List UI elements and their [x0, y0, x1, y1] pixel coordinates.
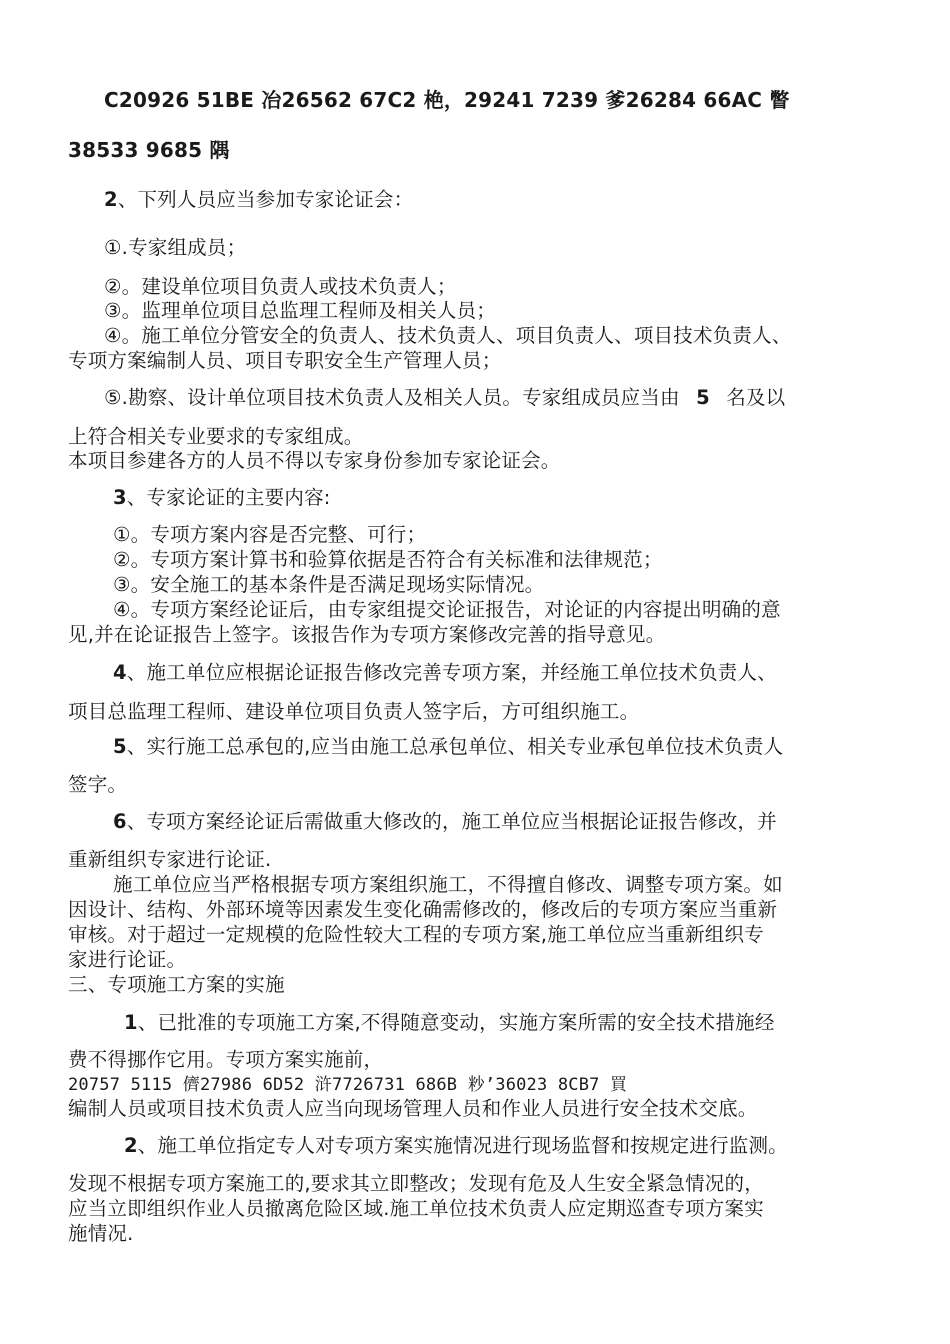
item-number: 1	[124, 1011, 138, 1034]
paragraph-line: 重新组织专家进行论证.	[68, 848, 272, 871]
paragraph-text: 、施工单位指定专人对专项方案实施情况进行现场监督和按规定进行监测。	[137, 1134, 788, 1157]
list-item: ④。专项方案经论证后，由专家组提交论证报告，对论证的内容提出明确的意	[113, 598, 781, 621]
code-line-2: 38533 9685 隅	[68, 138, 230, 162]
section-3-heading	[113, 486, 331, 510]
section-number: 2	[104, 188, 118, 211]
paragraph-line: 发现不根据专项方案施工的,要求其立即整改；发现有危及人生安全紧急情况的，	[68, 1172, 764, 1195]
list-item: ③。监理单位项目总监理工程师及相关人员；	[104, 299, 496, 322]
section-title: 、下列人员应当参加专家论证会：	[117, 188, 414, 211]
paragraph-line: 家进行论证。	[68, 948, 187, 971]
paragraph-line: 应当立即组织作业人员撤离危险区域.施工单位技术负责人应定期巡查专项方案实	[68, 1197, 764, 1220]
paragraph-line: 专项方案编制人员、项目专职安全生产管理人员；	[68, 349, 502, 372]
paragraph-text: 、专项方案经论证后需做重大修改的，施工单位应当根据论证报告修改，并	[126, 810, 777, 833]
paragraph-line: 签字。	[68, 773, 128, 796]
paragraph-line: 见,并在论证报告上签字。该报告作为专项方案修改完善的指导意见。	[68, 623, 666, 646]
section-number: 6	[113, 810, 127, 833]
item-number: 2	[124, 1134, 138, 1157]
paragraph-text: 、实行施工总承包的,应当由施工总承包单位、相关专业承包单位技术负责人	[126, 735, 784, 758]
paragraph-line: 编制人员或项目技术负责人应当向现场管理人员和作业人员进行安全技术交底。	[68, 1097, 758, 1120]
expert-count: 5	[696, 386, 710, 409]
list-item: ④。施工单位分管安全的负责人、技术负责人、项目负责人、项目技术负责人、	[104, 324, 792, 347]
implementation-item-2	[124, 1134, 788, 1158]
paragraph-line: 上符合相关专业要求的专家组成。	[68, 425, 364, 448]
paragraph-line: 施工单位应当严格根据专项方案组织施工，不得擅自修改、调整专项方案。如	[113, 873, 783, 896]
paragraph-line: 项目总监理工程师、建设单位项目负责人签字后，方可组织施工。	[68, 700, 640, 723]
list-item: ①.专家组成员；	[104, 236, 247, 259]
code-line-1: C20926 51BE 冶26562 67C2 栬，29241 7239 爹26284 66AC 瞥	[104, 88, 790, 112]
section-number: 4	[113, 661, 127, 684]
code-line-3: 20757 5115 儕27986 6D52 浒7726731 686B 粆’36023 8CB7 買	[68, 1075, 628, 1095]
section-2-heading	[104, 188, 413, 212]
list-item: ②。专项方案计算书和验算依据是否符合有关标准和法律规范；	[113, 548, 663, 571]
section-4-paragraph	[113, 661, 777, 685]
section-number: 5	[113, 735, 127, 758]
paragraph-text: 、已批准的专项施工方案,不得随意变动，实施方案所需的安全技术措施经	[137, 1011, 775, 1034]
paragraph-line: 本项目参建各方的人员不得以专家身份参加专家论证会。	[68, 449, 561, 472]
list-item	[104, 386, 785, 410]
chapter-heading: 三、专项施工方案的实施	[68, 973, 285, 996]
paragraph-line: 因设计、结构、外部环境等因素发生变化确需修改的，修改后的专项方案应当重新	[68, 898, 778, 921]
section-5-paragraph	[113, 735, 783, 759]
list-item: ①。专项方案内容是否完整、可行；	[113, 523, 427, 546]
list-item: ③。安全施工的基本条件是否满足现场实际情况。	[113, 573, 545, 596]
implementation-item-1	[124, 1011, 775, 1035]
paragraph-line: 审核。对于超过一定规模的危险性较大工程的专项方案,施工单位应当重新组织专	[68, 923, 764, 946]
section-6-paragraph	[113, 810, 777, 834]
list-item: ②。建设单位项目负责人或技术负责人；	[104, 275, 457, 298]
section-title: 、专家论证的主要内容:	[126, 486, 331, 509]
paragraph-text: 、施工单位应根据论证报告修改完善专项方案，并经施工单位技术负责人、	[126, 661, 777, 684]
paragraph-line: 费不得挪作它用。专项方案实施前，	[68, 1048, 384, 1071]
list-item-text-suffix: 名及以	[726, 386, 786, 409]
section-number: 3	[113, 486, 127, 509]
paragraph-line: 施情况.	[68, 1222, 134, 1245]
list-item-text: ⑤.勘察、设计单位项目技术负责人及相关人员。专家组成员应当由	[104, 386, 680, 409]
